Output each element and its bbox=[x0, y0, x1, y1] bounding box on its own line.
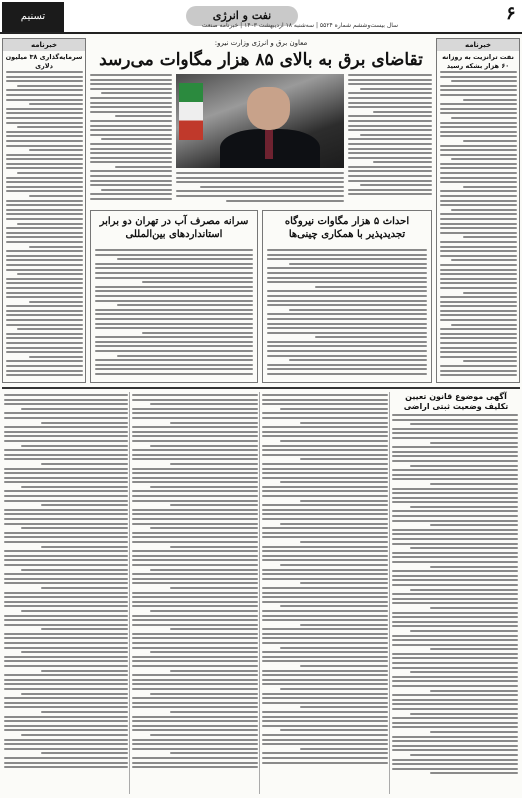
story-two-body bbox=[267, 249, 427, 379]
lead-kicker: معاون برق و انرژی وزارت نیرو: bbox=[214, 39, 308, 47]
right-column-header: خبرنامه bbox=[437, 39, 519, 51]
right-column bbox=[436, 38, 520, 383]
section-title: نفت و انرژی bbox=[186, 6, 298, 26]
column-rule bbox=[259, 392, 260, 794]
notice-col-4 bbox=[4, 394, 128, 794]
story-two-headline: احداث ۵ هزار مگاوات نیروگاه تجدیدپذیر با همکاری چینی‌ها bbox=[284, 216, 410, 240]
notice-col-3 bbox=[132, 394, 258, 794]
column-rule bbox=[389, 392, 390, 794]
left-column-header: خبرنامه bbox=[3, 39, 85, 51]
right-column-body bbox=[440, 71, 517, 379]
newspaper-logo: تسنیم bbox=[2, 2, 64, 32]
story-two bbox=[262, 210, 432, 383]
left-column-title: سرمایه‌گذاری ۳۸ میلیون دلاری bbox=[5, 53, 83, 70]
official-photo bbox=[176, 74, 344, 168]
photo-caption-text bbox=[176, 172, 344, 206]
lead-body-right bbox=[348, 74, 432, 204]
left-column-body bbox=[6, 71, 83, 379]
notice-col-2 bbox=[262, 394, 388, 794]
section-divider bbox=[2, 387, 520, 389]
lead-body-left bbox=[90, 74, 172, 208]
issue-info: سال بیست‌وششم شماره ۵۵۲۴ | سه‌شنبه ۱۸ اردیبهشت ۱۴۰۳ | خبرنامه صنعت bbox=[201, 22, 399, 29]
notice-title: آگهی موضوع قانون تعیین تکلیف وضعیت ثبتی اراضی bbox=[403, 392, 509, 411]
page-number: ۶ bbox=[506, 3, 516, 24]
right-column-title: نفت ترانزیت به روزانه ۶۰ هزار بشکه رسید bbox=[442, 53, 514, 70]
story-three-headline: سرانه مصرف آب در تهران دو برابر استانداردهای بین‌المللی bbox=[99, 216, 249, 240]
story-three bbox=[90, 210, 258, 383]
notice-col-1 bbox=[392, 414, 518, 794]
left-column bbox=[2, 38, 86, 383]
story-three-body bbox=[95, 249, 253, 379]
column-rule bbox=[129, 392, 130, 794]
lead-headline: تقاضای برق به بالای ۸۵ هزار مگاوات می‌رسد bbox=[99, 50, 423, 70]
